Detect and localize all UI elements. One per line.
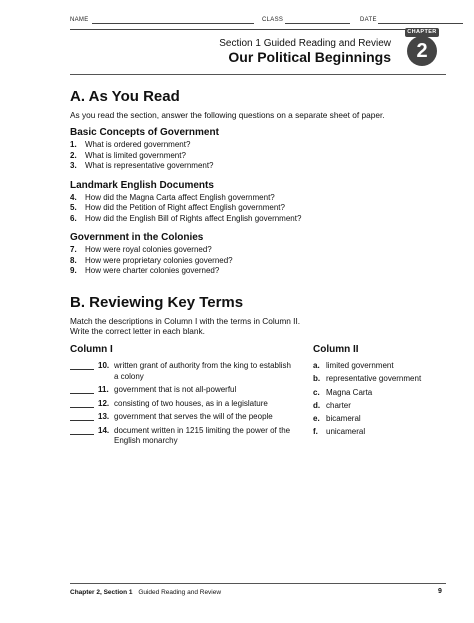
question-number: 3. xyxy=(70,161,77,170)
question-item xyxy=(70,203,450,214)
class-field[interactable] xyxy=(285,23,350,24)
matching-item xyxy=(70,412,294,423)
question-item xyxy=(70,256,450,267)
question-text: What is representative government? xyxy=(85,161,214,170)
item-number: 11. xyxy=(98,385,109,394)
question-item xyxy=(70,214,450,225)
answer-blank[interactable] xyxy=(70,399,94,408)
group-title-basic-concepts: Basic Concepts of Government xyxy=(70,127,219,138)
term-text: bicameral xyxy=(326,414,361,424)
term-letter: e. xyxy=(313,414,320,424)
header-divider xyxy=(70,29,418,30)
name-field[interactable] xyxy=(92,23,254,24)
section-b xyxy=(70,294,450,336)
term-text: representative government xyxy=(326,374,422,384)
question-number: 1. xyxy=(70,140,77,149)
question-number: 6. xyxy=(70,213,77,223)
term-letter: f. xyxy=(313,427,318,437)
item-number: 13. xyxy=(98,412,110,421)
page-footer xyxy=(70,589,221,596)
question-text: How did the Magna Carta affect English government? xyxy=(85,192,275,202)
instructions-line: Match the descriptions in Column I with the terms in Column II. xyxy=(70,316,301,326)
question-number: 9. xyxy=(70,266,77,275)
term-item xyxy=(313,401,421,412)
term-item xyxy=(313,414,421,425)
question-text: How did the English Bill of Rights affect English government? xyxy=(85,213,302,223)
item-description: document written in 1215 limiting the power of the English monarchy xyxy=(114,425,291,445)
term-text: charter xyxy=(326,400,351,410)
section-b-instructions xyxy=(70,316,450,336)
question-text: What is limited government? xyxy=(85,150,186,160)
question-list xyxy=(70,140,450,172)
page-number: 9 xyxy=(438,588,442,595)
name-label: NAME xyxy=(70,17,89,23)
matching-item xyxy=(70,385,294,396)
question-text: How were proprietary colonies governed? xyxy=(85,255,233,265)
term-text: unicameral xyxy=(326,427,366,437)
column-i-list xyxy=(70,361,294,450)
item-number: 10. xyxy=(98,361,110,370)
question-item xyxy=(70,266,450,277)
question-item xyxy=(70,151,450,162)
question-number: 7. xyxy=(70,245,77,254)
section-a-instructions: As you read the section, answer the following questions on a separate sheet of paper. xyxy=(70,110,385,120)
item-description: written grant of authority from the king to establish a colony xyxy=(114,361,291,381)
question-item xyxy=(70,161,450,172)
question-number: 8. xyxy=(70,255,77,265)
item-number: 12. xyxy=(98,398,110,408)
question-list xyxy=(70,193,450,225)
question-text: How were charter colonies governed? xyxy=(85,266,220,275)
footer-label: Guided Reading and Review xyxy=(138,589,222,596)
chapter-number: 2 xyxy=(407,36,437,66)
section-a-heading: A. As You Read xyxy=(70,88,180,105)
question-number: 4. xyxy=(70,192,77,202)
instructions-line: Write the correct letter in each blank. xyxy=(70,326,205,336)
answer-blank[interactable] xyxy=(70,412,94,421)
answer-blank[interactable] xyxy=(70,426,94,435)
page-title: Our Political Beginnings xyxy=(228,49,391,65)
date-label: DATE xyxy=(360,17,377,23)
item-description: government that is not all-powerful xyxy=(114,385,237,394)
term-item xyxy=(313,427,421,438)
question-list xyxy=(70,245,450,277)
section-b-heading: B. Reviewing Key Terms xyxy=(70,294,244,311)
item-description: consisting of two houses, as in a legislature xyxy=(114,398,268,408)
question-number: 5. xyxy=(70,203,77,212)
column-ii-title: Column II xyxy=(313,344,359,355)
matching-item xyxy=(70,426,294,447)
question-item xyxy=(70,193,450,204)
question-text: What is ordered government? xyxy=(85,140,191,149)
chapter-badge xyxy=(405,28,439,70)
section-a xyxy=(70,88,450,277)
column-ii-list xyxy=(313,361,421,441)
chapter-label: CHAPTER xyxy=(405,28,439,37)
term-item xyxy=(313,388,421,399)
term-item xyxy=(313,374,421,385)
footer-section-ref: Chapter 2, Section 1 xyxy=(70,589,133,596)
column-i-title: Column I xyxy=(70,344,113,355)
item-description: government that serves the will of the people xyxy=(114,412,273,421)
question-item xyxy=(70,245,450,256)
term-letter: d. xyxy=(313,400,321,410)
question-item xyxy=(70,140,450,151)
term-letter: b. xyxy=(313,374,321,384)
answer-blank[interactable] xyxy=(70,361,94,370)
page-subtitle: Section 1 Guided Reading and Review xyxy=(219,38,391,49)
term-text: Magna Carta xyxy=(326,387,373,397)
term-letter: a. xyxy=(313,361,320,370)
term-letter: c. xyxy=(313,387,320,397)
term-text: limited government xyxy=(326,361,394,370)
matching-item xyxy=(70,361,294,382)
matching-item xyxy=(70,399,294,410)
date-field[interactable] xyxy=(378,23,463,24)
group-title-colonies: Government in the Colonies xyxy=(70,232,204,243)
group-title-landmark-documents: Landmark English Documents xyxy=(70,179,214,191)
question-number: 2. xyxy=(70,150,77,160)
answer-blank[interactable] xyxy=(70,385,94,394)
item-number: 14. xyxy=(98,425,110,435)
title-divider xyxy=(70,74,446,75)
question-text: How were royal colonies governed? xyxy=(85,245,212,254)
question-text: How did the Petition of Right affect English government? xyxy=(85,203,285,212)
term-item xyxy=(313,361,421,372)
footer-divider xyxy=(70,583,446,584)
class-label: CLASS xyxy=(262,17,284,23)
